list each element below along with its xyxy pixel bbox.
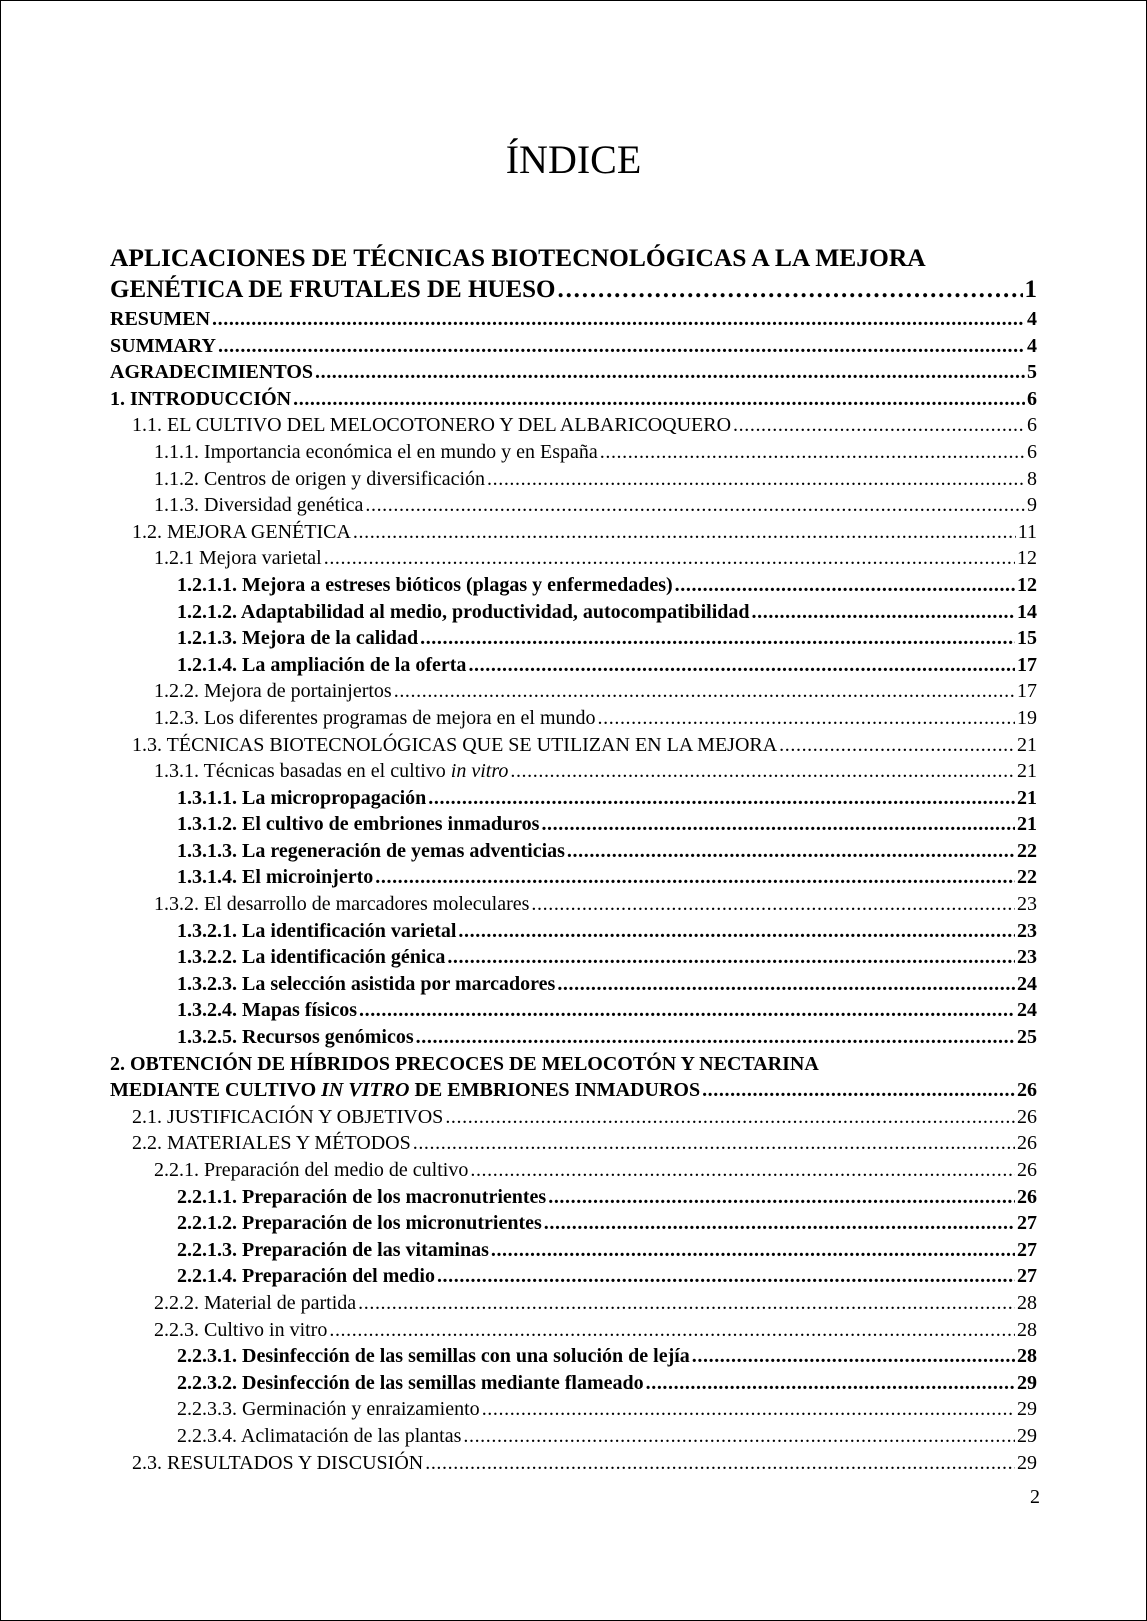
toc-entry-page: 26: [1017, 1185, 1037, 1208]
toc-entry-1-3-2-1[interactable]: [110, 918, 1037, 945]
toc-leader-dots: [733, 412, 1025, 439]
toc-entry-page: 17: [1017, 653, 1037, 676]
toc-leader-dots: [329, 1317, 1015, 1344]
toc-entry-text: 2.2.3.1. Desinfección de las semillas con una solución de lejía: [177, 1345, 690, 1368]
toc-entry-text: 2.2.2. Material de partida: [154, 1291, 357, 1314]
toc-entry-text: 2.2.1. Preparación del medio de cultivo: [154, 1159, 469, 1181]
toc-entry-2-3[interactable]: [110, 1450, 1037, 1477]
toc-entry-text: 1.1.1. Importancia económica el en mundo y en España: [154, 440, 598, 463]
toc-entry-page: 4: [1027, 334, 1037, 357]
toc-entry-text: 2.3. RESULTADOS Y DISCUSIÓN: [132, 1451, 424, 1474]
toc-entry-1-3-2-2[interactable]: [110, 944, 1037, 971]
toc-leader-dots: [447, 944, 1015, 971]
toc-entry-page: 28: [1017, 1291, 1037, 1314]
toc-leader-dots: [428, 785, 1015, 812]
toc-entry-1-3[interactable]: [110, 732, 1037, 759]
toc-entry-text: AGRADECIMIENTOS: [110, 361, 313, 384]
toc-entry-2-2-3-1[interactable]: [110, 1343, 1037, 1370]
toc-leader-dots: [458, 918, 1015, 945]
toc-entry-2-2-3-2[interactable]: [110, 1370, 1037, 1397]
toc-entry-2-2-3-3[interactable]: [110, 1396, 1037, 1423]
toc-entry-text: 1.3.1.3. La regeneración de yemas adventicias: [177, 839, 565, 862]
toc-entry-1-1[interactable]: [110, 412, 1037, 439]
toc-leader-dots: [487, 466, 1025, 493]
toc-entry-page: 15: [1017, 627, 1037, 650]
toc-leader-dots: [359, 997, 1015, 1024]
toc-entry-1-1-3[interactable]: [110, 492, 1037, 519]
toc-entry-text: 2.2.3.4. Aclimatación de las plantas: [177, 1424, 462, 1447]
toc-entry-2-2-1-1[interactable]: [110, 1184, 1037, 1211]
toc-entry-1-2-1-3[interactable]: [110, 625, 1037, 652]
toc-entry-text: 1.2.1.4. La ampliación de la oferta: [177, 653, 467, 676]
toc-leader-dots: [482, 1396, 1015, 1423]
toc-entry-text: 2.2.3.3. Germinación y enraizamiento: [177, 1398, 480, 1421]
toc-entry-text-part: 1.3.1. Técnicas basadas en el cultivo: [154, 760, 451, 783]
toc-entry-text: 1.2. MEJORA GENÉTICA: [132, 520, 351, 543]
toc-entry-text: [110, 1077, 700, 1104]
toc-leader-dots: [692, 1343, 1015, 1370]
toc-entry-page: 26: [1017, 1105, 1037, 1128]
toc-entry-page: 21: [1017, 733, 1037, 756]
toc-entry-1-1-1[interactable]: [110, 439, 1037, 466]
toc-leader-dots: [293, 386, 1025, 413]
toc-entry-1-3-1-4[interactable]: [110, 864, 1037, 891]
toc-entry-page: 25: [1017, 1026, 1037, 1049]
toc-entry-text: 2.2. MATERIALES Y MÉTODOS: [132, 1132, 411, 1155]
toc-entry-1-3-2-4[interactable]: [110, 997, 1037, 1024]
toc-entry-1-3-1-1[interactable]: [110, 785, 1037, 812]
toc-entry-page: 19: [1017, 706, 1037, 729]
toc-entry-text: 1. INTRODUCCIÓN: [110, 387, 292, 410]
toc-entry-text: 1.2.1.3. Mejora de la calidad: [177, 627, 419, 650]
toc-entry-page: 12: [1017, 547, 1037, 570]
toc-entry-page: 27: [1017, 1238, 1037, 1261]
toc-entry-page: 6: [1027, 414, 1037, 437]
toc-entry-text: 1.1.2. Centros de origen y diversificación: [154, 467, 486, 490]
toc-entry-page: 26: [1017, 1159, 1037, 1181]
toc-entry-text: 1.2.1.2. Adaptabilidad al medio, productividad, autocompatibilidad: [177, 600, 750, 623]
toc-leader-dots: [394, 678, 1015, 705]
toc-entry-page: 27: [1017, 1212, 1037, 1235]
toc-entry-resumen[interactable]: [110, 306, 1037, 333]
toc-leader-dots: [425, 1450, 1015, 1477]
toc-entry-text: 2.2.3.2. Desinfección de las semillas mediante flameado: [177, 1371, 644, 1394]
toc-entry-text: 2.2.3. Cultivo in vitro: [154, 1318, 328, 1341]
toc-entry-2-1[interactable]: [110, 1104, 1037, 1131]
toc-entry-text: 1.1. EL CULTIVO DEL MELOCOTONERO Y DEL ALBARICOQUERO: [132, 414, 732, 437]
toc-entry-1-3-2-3[interactable]: [110, 971, 1037, 998]
toc-entry-page: 11: [1017, 520, 1037, 543]
toc-leader-dots: [544, 1210, 1015, 1237]
toc-entry-text: 1.2.1.1. Mejora a estreses bióticos (plagas y enfermedades): [177, 573, 673, 596]
toc-entry-2-2-3[interactable]: [110, 1317, 1037, 1344]
toc-leader-dots: [600, 439, 1025, 466]
toc-entry-page: 21: [1017, 760, 1037, 783]
toc-entry-1-2-3[interactable]: [110, 705, 1037, 732]
toc-entry-page: 24: [1017, 972, 1037, 995]
toc-entry-page: 29: [1017, 1424, 1037, 1447]
toc-entry-1-2-2[interactable]: [110, 678, 1037, 705]
toc-leader-dots: [702, 1077, 1015, 1104]
toc-leader-dots: [420, 625, 1015, 652]
toc-entry-page: 17: [1017, 680, 1037, 703]
toc-entry-introduccion[interactable]: [110, 386, 1037, 413]
toc-entry-1-3-1-3[interactable]: [110, 838, 1037, 865]
toc-leader-dots: [445, 1104, 1015, 1131]
toc-entry-main[interactable]: [110, 274, 1037, 306]
toc-leader-dots: [779, 732, 1015, 759]
toc-entry-text: 1.2.2. Mejora de portainjertos: [154, 680, 392, 703]
toc-entry-page: 22: [1017, 839, 1037, 862]
toc-entry-2-2-1-3[interactable]: [110, 1237, 1037, 1264]
toc-entry-page: 21: [1017, 813, 1037, 836]
toc-leader-dots: [375, 864, 1015, 891]
toc-entry-1-1-2[interactable]: [110, 466, 1037, 493]
toc-leader-dots: [353, 519, 1016, 546]
toc-entry-text: 2.1. JUSTIFICACIÓN Y OBJETIVOS: [132, 1105, 444, 1128]
toc-entry-text: 1.3.2.5. Recursos genómicos: [177, 1026, 414, 1049]
toc-entry-page: 23: [1017, 919, 1037, 942]
toc-leader-dots: [646, 1370, 1015, 1397]
toc-entry-text: 1.3.2. El desarrollo de marcadores moleculares: [154, 893, 530, 916]
toc-entry-1-2-1-2[interactable]: [110, 599, 1037, 626]
toc-leader-dots: [752, 599, 1015, 626]
toc-leader-dots: [567, 838, 1015, 865]
toc-entry-page: 1: [1024, 276, 1037, 303]
toc-leader-dots: [470, 1157, 1015, 1184]
toc-leader-dots: [413, 1130, 1015, 1157]
page-title: ÍNDICE: [505, 137, 642, 182]
toc-entry-page: 28: [1017, 1318, 1037, 1341]
toc-entry-page: 6: [1027, 440, 1037, 463]
toc-entry-page: 8: [1027, 467, 1037, 490]
toc-main-heading-line1: APLICACIONES DE TÉCNICAS BIOTECNOLÓGICAS A LA MEJORA: [110, 243, 926, 272]
toc-entry-text: RESUMEN: [110, 308, 211, 330]
toc-entry-1-3-1[interactable]: [110, 758, 1037, 785]
toc-leader-dots: [315, 359, 1025, 386]
toc-leader-dots: [510, 758, 1015, 785]
toc-leader-dots: [468, 652, 1015, 679]
toc-entry-text-italic: IN VITRO: [321, 1079, 410, 1102]
toc-entry-text: 1.2.1 Mejora varietal: [154, 547, 322, 570]
toc-entry-text: 1.3. TÉCNICAS BIOTECNOLÓGICAS QUE SE UTILIZAN EN LA MEJORA: [132, 733, 778, 756]
toc-entry-2-2-3-4[interactable]: [110, 1423, 1037, 1450]
toc-leader-dots: [437, 1263, 1015, 1290]
toc-entry-text: 1.3.1.1. La micropropagación: [177, 786, 427, 809]
toc-leader-dots: [557, 274, 1022, 306]
toc-entry-page: 26: [1017, 1132, 1037, 1155]
toc-entry-text: 1.3.2.4. Mapas físicos: [177, 999, 357, 1022]
toc-entry-2-2-1-2[interactable]: [110, 1210, 1037, 1237]
toc-entry-text-part: DE EMBRIONES INMADUROS: [409, 1079, 701, 1102]
toc-entry-text: 2.2.1.1. Preparación de los macronutrientes: [177, 1185, 547, 1208]
table-of-contents: [110, 242, 1037, 1476]
toc-entry-page: 29: [1017, 1371, 1037, 1394]
toc-leader-dots: [358, 1290, 1015, 1317]
toc-leader-dots: [416, 1024, 1015, 1051]
toc-entry-page: 26: [1017, 1079, 1037, 1102]
toc-entry-page: 6: [1027, 387, 1037, 410]
toc-entry-2-2-1[interactable]: [110, 1157, 1037, 1184]
toc-entry-text: 2.2.1.2. Preparación de los micronutrientes: [177, 1212, 542, 1235]
toc-entry-1-3-2-5[interactable]: [110, 1024, 1037, 1051]
toc-entry-page: 5: [1027, 361, 1037, 384]
toc-entry-page: 23: [1017, 893, 1037, 916]
toc-leader-dots: [463, 1423, 1015, 1450]
toc-entry-text: [154, 758, 508, 785]
toc-entry-text: 1.1.3. Diversidad genética: [154, 494, 364, 517]
toc-entry-text: 1.3.2.1. La identificación varietal: [177, 919, 457, 942]
toc-entry-text: 1.3.1.2. El cultivo de embriones inmaduros: [177, 813, 540, 836]
toc-entry-page: 29: [1017, 1451, 1037, 1474]
toc-entry-text-part: MEDIANTE CULTIVO: [110, 1079, 322, 1102]
toc-entry-1-2-1-1[interactable]: [110, 572, 1037, 599]
page-number: 2: [1030, 1486, 1040, 1508]
toc-entry-page: 14: [1017, 600, 1037, 623]
toc-entry-text: 1.2.3. Los diferentes programas de mejora en el mundo: [154, 706, 596, 729]
toc-leader-dots: [212, 306, 1025, 333]
toc-entry-agradecimientos[interactable]: [110, 359, 1037, 386]
toc-leader-dots: [675, 572, 1015, 599]
toc-entry-text: SUMMARY: [110, 334, 216, 357]
toc-leader-dots: [491, 1237, 1015, 1264]
toc-entry-text: 2.2.1.4. Preparación del medio: [177, 1265, 435, 1288]
toc-leader-dots: [531, 891, 1015, 918]
toc-entry-1-2[interactable]: [110, 519, 1037, 546]
toc-entry-page: 12: [1017, 573, 1037, 596]
toc-entry-page: 22: [1017, 866, 1037, 889]
toc-leader-dots: [365, 492, 1025, 519]
toc-entry-1-2-1[interactable]: [110, 545, 1037, 572]
toc-entry-page: 28: [1017, 1345, 1037, 1368]
toc-leader-dots: [324, 545, 1015, 572]
toc-entry-page: 4: [1027, 308, 1037, 330]
toc-entry-summary[interactable]: [110, 333, 1037, 360]
toc-leader-dots: [218, 333, 1025, 360]
toc-entry-page: 27: [1017, 1265, 1037, 1288]
toc-leader-dots: [548, 1184, 1015, 1211]
toc-chapter2-heading-line1: 2. OBTENCIÓN DE HÍBRIDOS PRECOCES DE MELOCOTÓN Y NECTARINA: [110, 1052, 819, 1075]
toc-leader-dots: [541, 811, 1015, 838]
toc-entry-1-2-1-4[interactable]: [110, 652, 1037, 679]
toc-entry-page: 24: [1017, 999, 1037, 1022]
toc-entry-2-2-2[interactable]: [110, 1290, 1037, 1317]
toc-entry-text: 2.2.1.3. Preparación de las vitaminas: [177, 1238, 489, 1261]
toc-entry-chapter2[interactable]: [110, 1077, 1037, 1104]
toc-entry-1-3-1-2[interactable]: [110, 811, 1037, 838]
toc-entry-text-italic: in vitro: [450, 760, 509, 783]
toc-entry-page: 23: [1017, 946, 1037, 969]
toc-entry-2-2-1-4[interactable]: [110, 1263, 1037, 1290]
toc-leader-dots: [557, 971, 1015, 998]
toc-entry-1-3-2[interactable]: [110, 891, 1037, 918]
toc-entry-page: 29: [1017, 1398, 1037, 1421]
toc-entry-text: GENÉTICA DE FRUTALES DE HUESO: [110, 276, 556, 303]
toc-leader-dots: [598, 705, 1015, 732]
toc-entry-2-2[interactable]: [110, 1130, 1037, 1157]
toc-entry-text: 1.3.2.2. La identificación génica: [177, 946, 446, 969]
toc-entry-text: 1.3.1.4. El microinjerto: [177, 866, 374, 889]
toc-entry-text: 1.3.2.3. La selección asistida por marcadores: [177, 972, 556, 995]
toc-entry-page: 9: [1027, 494, 1037, 517]
toc-entry-page: 21: [1017, 786, 1037, 809]
